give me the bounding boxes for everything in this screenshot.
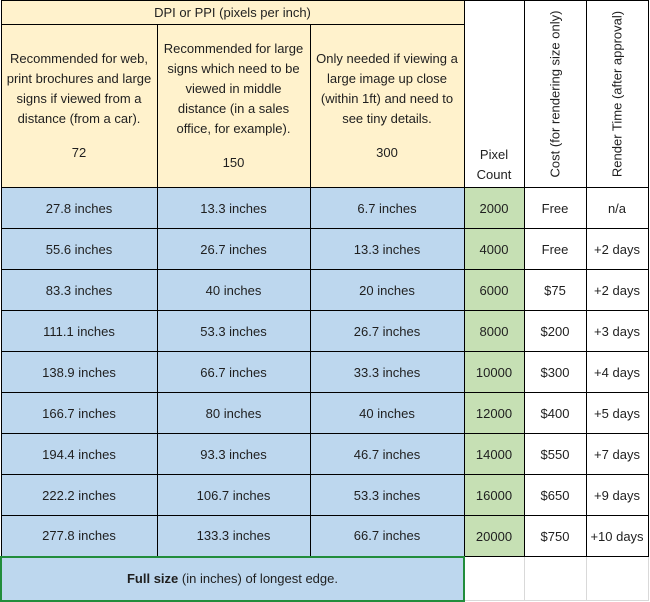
cell-time[interactable]: +4 days: [586, 352, 648, 393]
cell-dpi300[interactable]: 6.7 inches: [310, 188, 464, 229]
dpi-150-value: 150: [222, 155, 245, 170]
cell-cost[interactable]: $300: [524, 352, 586, 393]
cell-dpi300[interactable]: 66.7 inches: [310, 516, 464, 557]
footer-note-bold: Full size: [126, 571, 179, 586]
cell-pixels[interactable]: 16000: [464, 475, 524, 516]
cell-cost[interactable]: $550: [524, 434, 586, 475]
cell-pixels[interactable]: 8000: [464, 311, 524, 352]
cell-time[interactable]: n/a: [586, 188, 648, 229]
table-row: [1, 229, 648, 270]
cell-pixels[interactable]: 20000: [464, 516, 524, 557]
footer-note-text: (in inches) of longest edge.: [178, 571, 338, 586]
cell-cost[interactable]: Free: [524, 188, 586, 229]
dpi-300-description: Only needed if viewing a large image up close (within 1ft) and need to see tiny details.: [316, 51, 458, 126]
cell-dpi300[interactable]: 26.7 inches: [310, 311, 464, 352]
cell-pixels[interactable]: 10000: [464, 352, 524, 393]
table-row: [1, 475, 648, 516]
table-row: [1, 270, 648, 311]
cell-dpi150[interactable]: 93.3 inches: [157, 434, 310, 475]
cell-time[interactable]: +10 days: [586, 516, 648, 557]
cell-pixels[interactable]: 12000: [464, 393, 524, 434]
cell-pixels[interactable]: 6000: [464, 270, 524, 311]
cell-pixels[interactable]: 2000: [464, 188, 524, 229]
cell-cost[interactable]: $650: [524, 475, 586, 516]
cell-dpi300[interactable]: 46.7 inches: [310, 434, 464, 475]
cost-header[interactable]: Cost (for rendering size only): [524, 1, 586, 188]
cell-dpi72[interactable]: 83.3 inches: [1, 270, 157, 311]
footer-note-cell[interactable]: [1, 557, 464, 601]
dpi-72-value: 72: [71, 145, 87, 160]
cell-dpi72[interactable]: 166.7 inches: [1, 393, 157, 434]
dpi-72-header[interactable]: [1, 25, 157, 188]
cell-cost[interactable]: $750: [524, 516, 586, 557]
cell-dpi72[interactable]: 55.6 inches: [1, 229, 157, 270]
dpi-72-description: Recommended for web, print brochures and large signs if viewed from a distance (from a car).: [6, 51, 152, 126]
cell-time[interactable]: +2 days: [586, 270, 648, 311]
cell-dpi150[interactable]: 53.3 inches: [157, 311, 310, 352]
cell-dpi72[interactable]: 111.1 inches: [1, 311, 157, 352]
cell-dpi72[interactable]: 277.8 inches: [1, 516, 157, 557]
cell-dpi150[interactable]: 13.3 inches: [157, 188, 310, 229]
cell-time[interactable]: +2 days: [586, 229, 648, 270]
cell-dpi300[interactable]: 33.3 inches: [310, 352, 464, 393]
cell-dpi300[interactable]: 53.3 inches: [310, 475, 464, 516]
cell-dpi72[interactable]: 194.4 inches: [1, 434, 157, 475]
footer-row: [1, 557, 648, 601]
cell-dpi300[interactable]: 20 inches: [310, 270, 464, 311]
cell-pixels[interactable]: 4000: [464, 229, 524, 270]
table-row: [1, 311, 648, 352]
empty-cell[interactable]: [524, 557, 586, 601]
cell-cost[interactable]: Free: [524, 229, 586, 270]
cell-dpi72[interactable]: 138.9 inches: [1, 352, 157, 393]
render-time-header[interactable]: Render Time (after approval): [586, 1, 648, 188]
table-row: [1, 188, 648, 229]
table-row: [1, 393, 648, 434]
dpi-300-header[interactable]: [310, 25, 464, 188]
cell-dpi150[interactable]: 40 inches: [157, 270, 310, 311]
empty-cell[interactable]: [464, 557, 524, 601]
cell-dpi150[interactable]: 106.7 inches: [157, 475, 310, 516]
pixel-count-header[interactable]: Pixel Count: [464, 1, 524, 188]
cell-dpi150[interactable]: 66.7 inches: [157, 352, 310, 393]
cell-time[interactable]: +7 days: [586, 434, 648, 475]
empty-cell[interactable]: [586, 557, 648, 601]
dpi-150-header[interactable]: [157, 25, 310, 188]
cell-dpi150[interactable]: 80 inches: [157, 393, 310, 434]
cell-cost[interactable]: $400: [524, 393, 586, 434]
cell-dpi300[interactable]: 13.3 inches: [310, 229, 464, 270]
cell-dpi72[interactable]: 222.2 inches: [1, 475, 157, 516]
cell-pixels[interactable]: 14000: [464, 434, 524, 475]
dpi-title-cell[interactable]: [1, 1, 464, 25]
table-row: [1, 516, 648, 557]
cell-time[interactable]: +5 days: [586, 393, 648, 434]
dpi-300-value: 300: [376, 145, 398, 160]
cell-dpi150[interactable]: 133.3 inches: [157, 516, 310, 557]
cell-dpi72[interactable]: 27.8 inches: [1, 188, 157, 229]
cell-time[interactable]: +3 days: [586, 311, 648, 352]
table-row: [1, 434, 648, 475]
cell-dpi300[interactable]: 40 inches: [310, 393, 464, 434]
cell-time[interactable]: +9 days: [586, 475, 648, 516]
cell-dpi150[interactable]: 26.7 inches: [157, 229, 310, 270]
table-row: [1, 352, 648, 393]
cell-cost[interactable]: $200: [524, 311, 586, 352]
dpi-150-description: Recommended for large signs which need to be viewed in middle distance (in a sales office, for example).: [163, 41, 304, 136]
cell-cost[interactable]: $75: [524, 270, 586, 311]
dpi-title: DPI or PPI (pixels per inch): [154, 5, 311, 20]
